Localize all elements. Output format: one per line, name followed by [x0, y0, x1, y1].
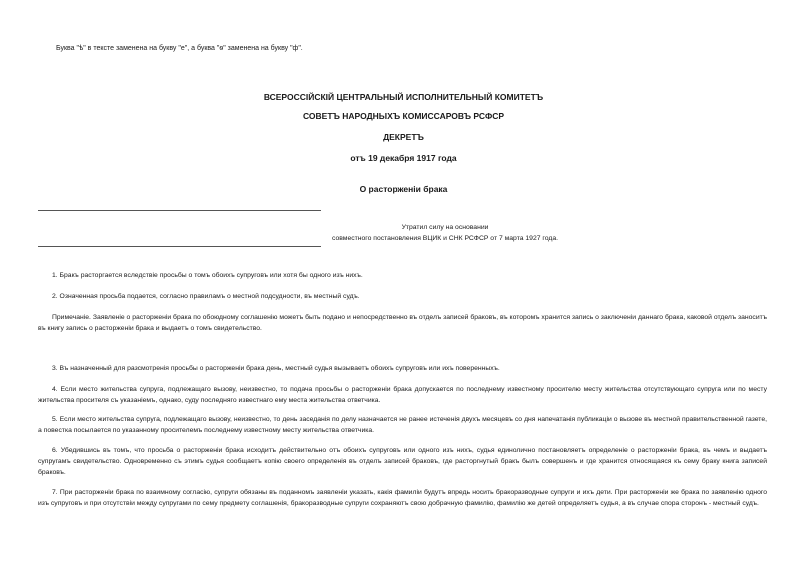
transliteration-note: Буква "ѣ" в тексте заменена на букву "е", а буква "ѳ" заменена на букву "ф".: [56, 45, 303, 52]
council-heading: СОВЕТЪ НАРОДНЫХЪ КОМИССАРОВЪ РСФСР: [302, 111, 505, 121]
article-3: 3. Въ назначенный для разсмотренія просьбы о расторженіи брака день, местный судья вызываетъ обоихъ супруговъ или ихъ поверенныхъ.: [52, 365, 500, 372]
article-2: 2. Означенная просьба подается, согласно правиламъ о местной подсудности, въ местный судъ.: [52, 293, 360, 300]
article-6: 6. Убедившись въ томъ, что просьба о расторженіи брака исходитъ действительно отъ обоихъ супруговъ или одного изъ нихъ, судья единолично постановляетъ определеніе о расторженіи брака, въ чемъ и выдаетъ супругамъ свидетельство. Одновременно съ этимъ судья сообщаетъ копію своего определенія въ отделъ записей браковъ, где расторгнутый бракъ былъ совершенъ и где хранится относящаяся къ сему браку книга записей браковъ.: [38, 447, 767, 476]
repeal-line-2: совместного постановления ВЦИК и СНК РСФСР от 7 марта 1927 года.: [331, 235, 559, 242]
committee-heading: ВСЕРОССІЙСКІЙ ЦЕНТРАЛЬНЫЙ ИСПОЛНИТЕЛЬНЫЙ КОМИТЕТЪ: [263, 92, 544, 102]
repeal-line-1: Утратил силу на основании: [401, 224, 489, 231]
divider-top: [38, 210, 321, 211]
article-7: 7. При расторженіи брака по взаимному согласію, супруги обязаны въ поданномъ заявленіи указать, какія фамиліи будутъ впредь носить бракоразводные супруги и ихъ дети. При расторженіи же брака по заявленію одного изъ супруговъ и при отсутствіи между супругами по сему предмету соглашенія, бракоразводные супруги сохраняютъ свою добрачную фамилію, фамилію же детей определяетъ судья, а въ случае спора сторонъ - местный судъ.: [38, 489, 767, 507]
decree-title: О расторженіи брака: [359, 184, 448, 194]
article-2-note: Примечаніе. Заявленіе о расторженіи брака по обоюдному соглашенію можетъ быть подано и непосредственно въ отделъ записей браковъ, въ которомъ хранится запись о заключеніи даннаго брака, каковой отделъ заноситъ въ книгу запись о расторженіи брака и выдаетъ о томъ свидетельство.: [38, 314, 767, 332]
article-5: 5. Если место жительства супруга, подлежащаго вызову, неизвестно, то день заседанія по делу назначается не ранее истеченія двухъ месяцевъ со дня напечатанія публикаціи о вызове въ местной правительственной газете, а повестка посылается по указанному просителемъ последнему известному месту жительства ответчика.: [38, 416, 767, 434]
decree-heading: ДЕКРЕТЪ: [383, 132, 424, 142]
decree-date: отъ 19 декабря 1917 года: [350, 153, 457, 163]
article-4: 4. Если место жительства супруга, подлежащаго вызову, неизвестно, то подача просьбы о расторженіи брака допускается по последнему известному просителю месту жительства отсутствующаго супруга или по месту жительства просителя съ указаніемъ, однако, суду последняго известнаго ему места жительства ответчика.: [38, 386, 767, 404]
article-1: 1. Бракъ расторгается вследствіе просьбы о томъ обоихъ супруговъ или хотя бы одного изъ нихъ.: [52, 272, 363, 279]
divider-bottom: [38, 246, 321, 247]
